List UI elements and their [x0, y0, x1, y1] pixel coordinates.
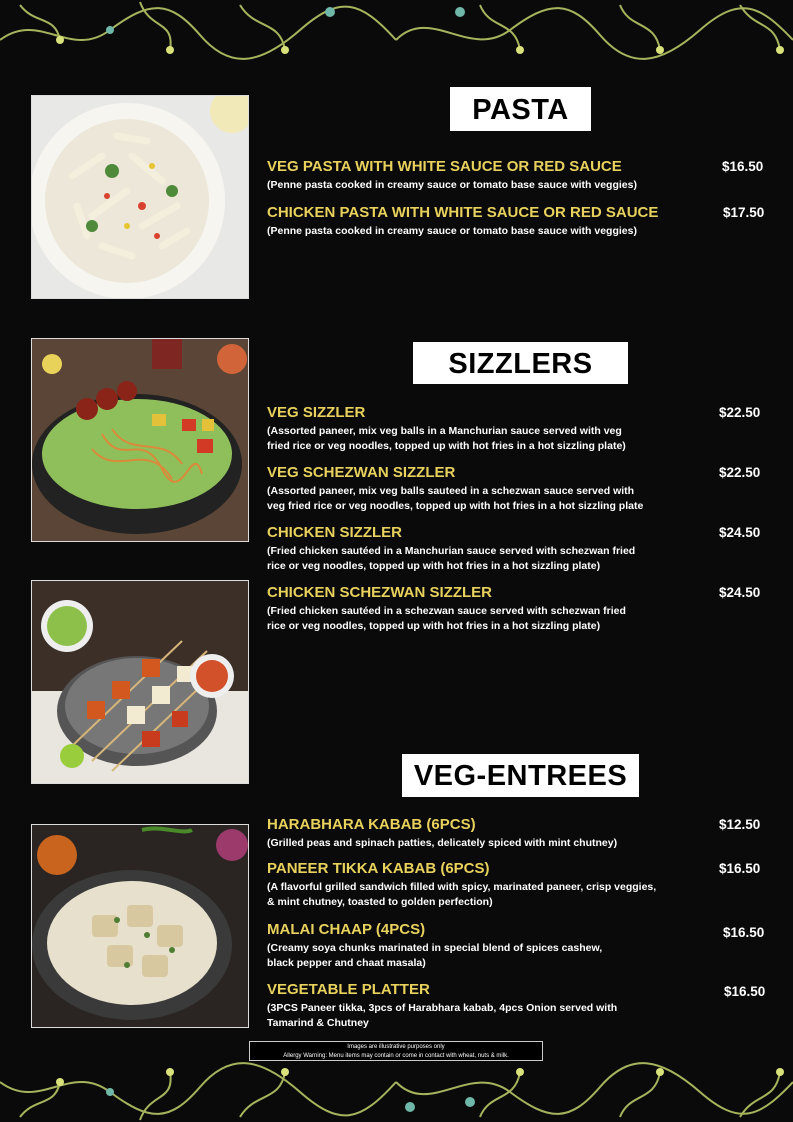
item-name: MALAI CHAAP (4PCS): [267, 921, 426, 938]
item-name: VEGETABLE PLATTER: [267, 981, 430, 998]
item-price: $22.50: [719, 405, 761, 420]
section-title-sizzlers: SIZZLERS: [413, 342, 628, 384]
item-price: $24.50: [719, 585, 761, 600]
menu-item: [267, 860, 772, 910]
notice-line-1: Images are illustrative purposes only: [347, 1044, 445, 1050]
menu-item: [267, 464, 772, 514]
item-description: (Creamy soya chunks marinated in special blend of spices cashew, black pepper and chaat masala): [267, 942, 603, 969]
item-price: $16.50: [719, 861, 761, 876]
menu-item: [267, 158, 772, 193]
malai-chaap-photo: [31, 824, 249, 1028]
item-description: (Fried chicken sautéed in a schezwan sauce served with schezwan fried rice or veg noodles, topped up with hot fries in a hot sizzling plate): [267, 605, 626, 632]
item-price: $16.50: [723, 925, 765, 940]
item-description: (3PCS Paneer tikka, 3pcs of Harabhara kabab, 4pcs Onion served with Tamarind & Chutney: [267, 1002, 618, 1029]
floral-ornament-top: [0, 0, 793, 70]
item-description: (A flavorful grilled sandwich filled with spicy, marinated paneer, crisp veggies, & mint chutney, toasted to golden perfection): [267, 881, 657, 908]
item-name: CHICKEN SCHEZWAN SIZZLER: [267, 584, 492, 601]
item-name: VEG SCHEZWAN SIZZLER: [267, 464, 456, 481]
item-name: VEG PASTA WITH WHITE SAUCE OR RED SAUCE: [267, 158, 622, 175]
menu-item: [267, 404, 772, 454]
item-price: $12.50: [719, 817, 761, 832]
item-description: (Assorted paneer, mix veg balls sauteed in a schezwan sauce served with veg fried rice or veg noodles, topped up with hot fries in a hot sizzling plate: [267, 485, 644, 512]
pasta-photo: [31, 95, 249, 299]
paneer-skewer-photo: [31, 580, 249, 784]
item-description: (Assorted paneer, mix veg balls in a Manchurian sauce served with veg fried rice or veg noodles, topped up with hot fries in a hot sizzling plate): [267, 425, 626, 452]
item-price: $22.50: [719, 465, 761, 480]
item-description: (Penne pasta cooked in creamy sauce or tomato base sauce with veggies): [267, 225, 637, 237]
section-title-veg-entrees: VEG-ENTREES: [402, 754, 639, 797]
item-price: $16.50: [722, 159, 764, 174]
item-price: $17.50: [723, 205, 765, 220]
item-name: PANEER TIKKA KABAB (6PCS): [267, 860, 490, 877]
menu-item: [267, 981, 772, 1031]
menu-item: [267, 204, 772, 239]
item-name: CHICKEN PASTA WITH WHITE SAUCE OR RED SAUCE: [267, 204, 659, 221]
item-description: (Grilled peas and spinach patties, delicately spiced with mint chutney): [267, 837, 618, 849]
item-description: (Fried chicken sautéed in a Manchurian sauce served with schezwan fried rice or veg noodles, topped up with hot fries in a hot sizzling plate): [267, 545, 636, 572]
menu-item: [267, 584, 772, 634]
notice-line-2: Allergy Warning: Menu items may contain or come in contact with wheat, nuts & milk.: [283, 1053, 509, 1059]
menu-item: [267, 921, 772, 971]
item-name: CHICKEN SIZZLER: [267, 524, 402, 541]
menu-item: [267, 524, 772, 574]
section-title-pasta: PASTA: [450, 87, 591, 131]
item-description: (Penne pasta cooked in creamy sauce or tomato base sauce with veggies): [267, 179, 637, 191]
menu-item: [267, 816, 772, 851]
item-price: $16.50: [724, 984, 766, 999]
item-name: VEG SIZZLER: [267, 404, 366, 421]
item-name: HARABHARA KABAB (6PCS): [267, 816, 476, 833]
floral-ornament-bottom: [0, 1052, 793, 1122]
item-price: $24.50: [719, 525, 761, 540]
sizzler-photo: [31, 338, 249, 542]
